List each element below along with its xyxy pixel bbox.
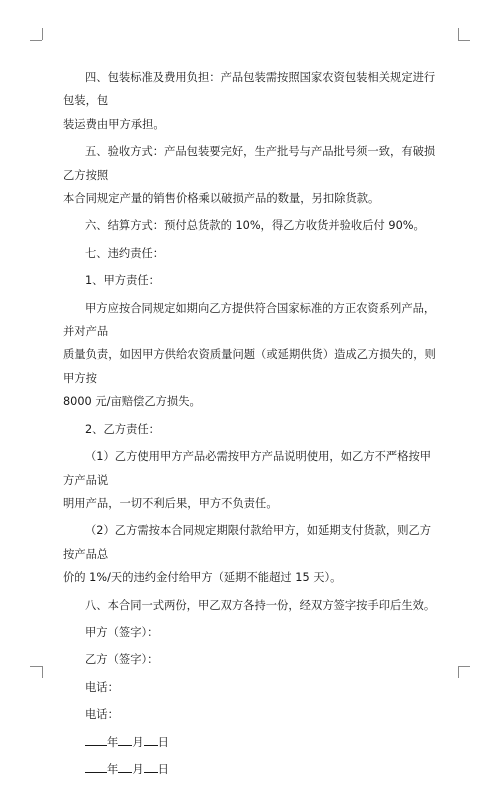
text-line: （1）乙方使用甲方产品必需按甲方产品说明使用，如乙方不严格按甲方产品说 (63, 450, 432, 487)
crop-mark-top-right-h (458, 40, 470, 41)
text-line: 乙方（签字）： (85, 653, 159, 667)
phone-party-a (63, 676, 437, 699)
text-line: 五、验收方式：产品包装要完好，生产批号与产品批号须一致，有破损乙方按照 (63, 145, 436, 182)
text-line: （2）乙方需按本合同规定期限付款给甲方，如延期支付货款，则乙方按产品总 (63, 524, 432, 561)
clause-settlement (63, 214, 437, 237)
crop-mark-top-left-v (42, 28, 43, 40)
text-line: 四、包装标准及费用负担：产品包装需按照国家农资包装相关规定进行包装，包 (63, 71, 436, 108)
party-a-liability-text (63, 297, 437, 414)
text-line: 本合同规定产量的销售价格乘以破损产品的数量，另扣除货款。 (63, 192, 380, 206)
crop-mark-bottom-right-h (458, 666, 470, 667)
text-line: 甲方（签字）： (85, 625, 159, 639)
date-fields (63, 731, 437, 754)
year-blank (85, 761, 107, 773)
text-line: 甲方应按合同规定如期向乙方提供符合国家标准的方正农资系列产品，并对产品 (63, 301, 436, 339)
party-b-liability-item-2 (63, 519, 437, 589)
day-label: 日 (157, 735, 169, 749)
text-line: 电话： (85, 680, 119, 694)
text-line: 电话： (85, 708, 119, 722)
text-line: 六、结算方式：预付总货款的 10%，得乙方收货并验收后付 90%。 (85, 219, 425, 233)
crop-mark-bottom-right-v (458, 666, 459, 678)
party-b-liability-heading (63, 418, 437, 441)
crop-mark-top-left-h (30, 40, 42, 41)
year-blank (85, 734, 107, 746)
text-line: 八、本合同一式两份，甲乙双方各持一份，经双方签字按手印后生效。 (85, 598, 436, 612)
crop-mark-bottom-left-v (42, 666, 43, 678)
document-body (63, 66, 437, 785)
day-label: 日 (157, 762, 169, 776)
clause-packaging (63, 66, 437, 136)
text-line: 质量负责，如因甲方供给农资质量问题（或延期供货）造成乙方损失的，则甲方按 (63, 348, 436, 385)
text-line: 8000 元/亩赔偿乙方损失。 (63, 395, 201, 409)
clause-breach-heading (63, 242, 437, 265)
text-line: 2、乙方责任： (85, 422, 160, 436)
party-b-liability-item-1 (63, 445, 437, 515)
day-blank (144, 734, 158, 746)
text-line: 明用产品，一切不利后果，甲方不负责任。 (63, 496, 278, 510)
text-line: 1、甲方责任： (85, 274, 160, 288)
year-label: 年 (107, 762, 119, 776)
date-fields (63, 758, 437, 781)
crop-mark-bottom-left-h (30, 666, 42, 667)
crop-mark-top-right-v (458, 28, 459, 40)
clause-effect (63, 594, 437, 617)
date-line-1 (63, 731, 437, 754)
signature-party-b (63, 648, 437, 671)
text-line: 价的 1%/天的违约金付给甲方（延期不能超过 15 天）。 (63, 571, 342, 585)
party-a-liability-heading (63, 269, 437, 292)
month-blank (118, 734, 132, 746)
month-label: 月 (132, 762, 144, 776)
date-line-2 (63, 758, 437, 781)
text-line: 装运费由甲方承担。 (63, 117, 165, 131)
signature-party-a (63, 621, 437, 644)
month-label: 月 (132, 735, 144, 749)
month-blank (118, 761, 132, 773)
year-label: 年 (107, 735, 119, 749)
clause-acceptance (63, 140, 437, 210)
text-line: 七、违约责任： (85, 246, 165, 260)
day-blank (144, 761, 158, 773)
